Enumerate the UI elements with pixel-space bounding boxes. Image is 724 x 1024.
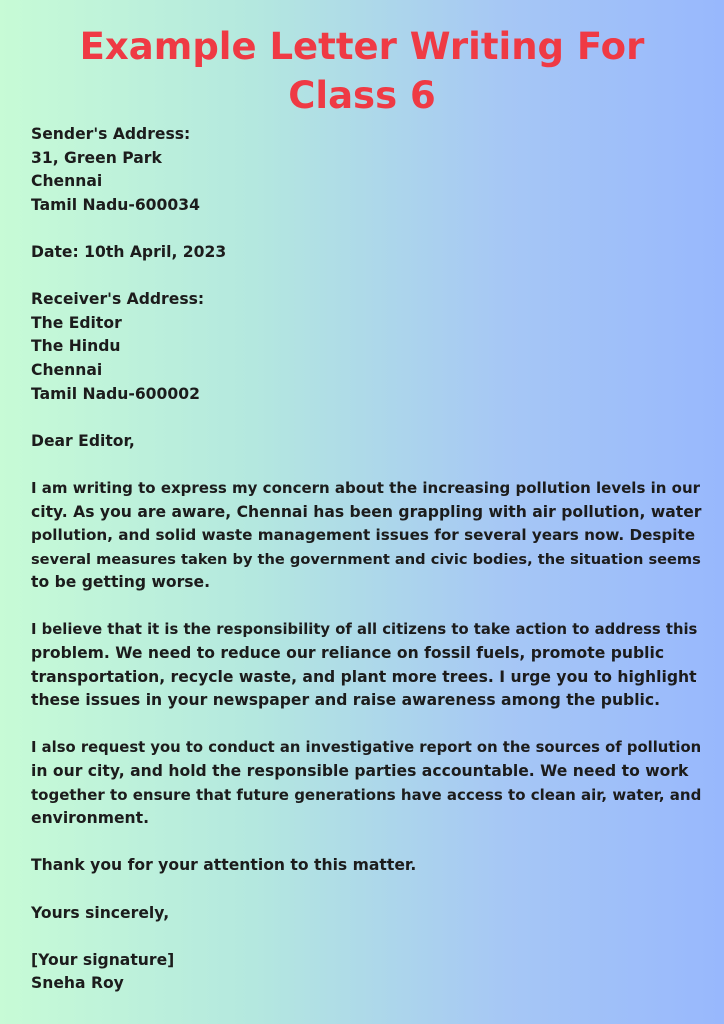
letter-date: Date: 10th April, 2023	[31, 242, 227, 261]
sender-line: 31, Green Park	[31, 148, 162, 167]
salutation: Dear Editor,	[31, 431, 135, 450]
sender-heading: Sender's Address:	[31, 125, 191, 143]
sender-line: Chennai	[31, 172, 103, 191]
receiver-line: Tamil Nadu-600002	[31, 384, 200, 403]
paragraph-line: pollution, and solid waste management issues for several years now. Despite	[31, 526, 696, 545]
letter-body	[31, 123, 703, 996]
paragraph-line: I believe that it is the responsibility of all citizens to take action to address this	[31, 621, 698, 639]
closing: Yours sincerely,	[31, 903, 170, 922]
paragraph-line: together to ensure that future generations have access to clean air, water, and	[31, 785, 702, 804]
sender-address	[31, 123, 703, 217]
title-line-1: Example Letter Writing For	[79, 25, 645, 68]
body-paragraph-1	[31, 477, 703, 595]
receiver-address	[31, 288, 703, 406]
sender-name: Sneha Roy	[31, 974, 124, 993]
paragraph-line: in our city, and hold the responsible parties accountable. We need to work	[31, 762, 689, 781]
receiver-line: The Hindu	[31, 337, 121, 356]
paragraph-line: problem. We need to reduce our reliance on fossil fuels, promote public	[31, 644, 665, 663]
paragraph-line: to be getting worse.	[31, 573, 211, 592]
paragraph-line: city. As you are aware, Chennai has been grappling with air pollution, water	[31, 502, 702, 521]
signature-placeholder: [Your signature]	[31, 950, 175, 969]
sender-line: Tamil Nadu-600034	[31, 195, 200, 214]
paragraph-line: environment.	[31, 809, 149, 828]
title-line-2: Class 6	[288, 74, 436, 117]
paragraph-line: transportation, recycle waste, and plant more trees. I urge you to highlight	[31, 667, 697, 686]
body-paragraph-3	[31, 736, 703, 830]
receiver-line: The Editor	[31, 313, 122, 332]
paragraph-line: I also request you to conduct an investigative report on the sources of pollution	[31, 739, 702, 757]
paragraph-line: several measures taken by the government and civic bodies, the situation seems	[31, 550, 701, 568]
receiver-heading: Receiver's Address:	[31, 290, 205, 309]
page-title	[0, 22, 724, 120]
receiver-line: Chennai	[31, 360, 103, 379]
paragraph-line: I am writing to express my concern about the increasing pollution levels in our	[31, 478, 701, 497]
paragraph-line: these issues in your newspaper and raise awareness among the public.	[31, 691, 661, 710]
thanks-line: Thank you for your attention to this matter.	[31, 856, 417, 875]
body-paragraph-2	[31, 618, 703, 712]
